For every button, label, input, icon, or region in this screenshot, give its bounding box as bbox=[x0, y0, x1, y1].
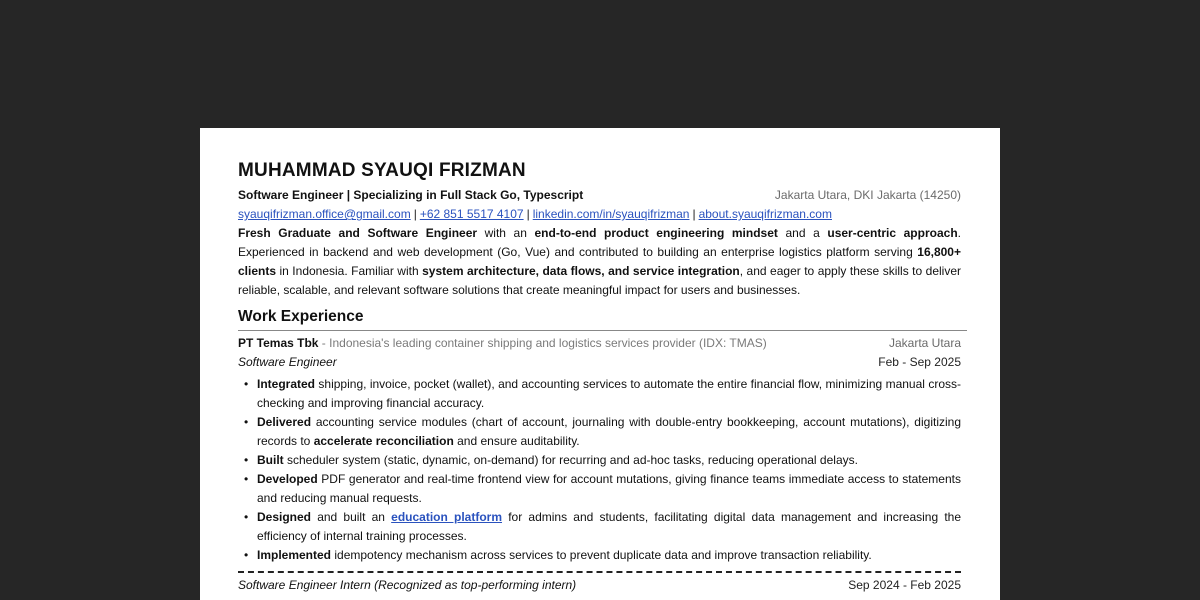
bullet-text: idempotency mechanism across services to prevent duplicate data and improve transaction reliability. bbox=[331, 548, 872, 562]
bullet-icon: • bbox=[244, 510, 249, 524]
bullet-icon: • bbox=[244, 548, 249, 562]
summary-paragraph bbox=[238, 224, 961, 300]
bullet-text: and built an bbox=[311, 510, 392, 524]
bullet-verb: Designed bbox=[257, 510, 312, 524]
bullet-emphasis: accelerate reconciliation bbox=[313, 434, 454, 448]
location-text: Jakarta Utara, DKI Jakarta (14250) bbox=[774, 188, 961, 202]
company-name: PT Temas Tbk bbox=[238, 336, 319, 350]
dashed-divider bbox=[238, 571, 961, 573]
list-item bbox=[238, 451, 961, 470]
website-link[interactable]: about.syauqifrizman.com bbox=[698, 207, 832, 221]
bullet-verb: Built bbox=[257, 453, 284, 467]
linkedin-link[interactable]: linkedin.com/in/syauqifrizman bbox=[532, 207, 690, 221]
company-line bbox=[238, 334, 961, 353]
summary-bold: user-centric approach bbox=[827, 226, 958, 240]
education-platform-link[interactable]: education platform bbox=[391, 510, 503, 524]
resume-page bbox=[200, 128, 1000, 600]
bullet-verb: Developed bbox=[257, 472, 318, 486]
bullet-text: shipping, invoice, pocket (wallet), and accounting services to automate the entire financial flow, minimizing manual cross-checking and improving financial accuracy. bbox=[257, 377, 961, 410]
role-dates: Feb - Sep 2025 bbox=[878, 355, 961, 369]
contact-separator: | bbox=[692, 207, 696, 221]
summary-bold: Fresh Graduate and Software Engineer bbox=[238, 226, 478, 240]
bullet-text: PDF generator and real-time frontend view for account mutations, giving finance teams immediate access to statements and reducing manual requests. bbox=[257, 472, 961, 505]
summary-text: with an bbox=[477, 226, 535, 240]
list-item bbox=[238, 375, 961, 413]
headline-text: Software Engineer | Specializing in Full Stack Go, Typescript bbox=[238, 188, 584, 202]
bullet-verb: Implemented bbox=[257, 548, 332, 562]
bullet-verb: Delivered bbox=[257, 415, 312, 429]
summary-bold: end-to-end product engineering mindset bbox=[534, 226, 778, 240]
bullet-icon: • bbox=[244, 377, 249, 391]
bullet-text: scheduler system (static, dynamic, on-demand) for recurring and ad-hoc tasks, reducing operational delays. bbox=[283, 453, 858, 467]
bullet-verb: Integrated bbox=[257, 377, 316, 391]
contact-line bbox=[238, 205, 961, 224]
email-link[interactable]: syauqifrizman.office@gmail.com bbox=[238, 207, 411, 221]
section-divider bbox=[238, 330, 967, 331]
contact-separator: | bbox=[526, 207, 530, 221]
contact-separator: | bbox=[413, 207, 417, 221]
role-line bbox=[238, 353, 961, 372]
summary-text: . Experienced in backend and web development (Go, Vue) and contributed to building an enterprise logistics platform serving bbox=[238, 226, 961, 259]
bullet-text: accounting service modules (chart of account, journaling with double-entry bookkeeping, account mutations), digitizing records to bbox=[257, 415, 961, 448]
bullet-text: for admins and students, facilitating digital data management and increasing the efficiency of internal training processes. bbox=[257, 510, 961, 543]
candidate-name: MUHAMMAD SYAUQI FRIZMAN bbox=[238, 160, 526, 181]
list-item bbox=[238, 413, 961, 451]
role-line-intern bbox=[238, 576, 961, 595]
summary-text: in Indonesia. Familiar with bbox=[276, 264, 423, 278]
section-title-work-experience: Work Experience bbox=[238, 308, 364, 325]
company-description: - Indonesia's leading container shipping and logistics services provider (IDX: TMAS) bbox=[318, 336, 767, 350]
role-dates: Sep 2024 - Feb 2025 bbox=[848, 578, 961, 592]
headline bbox=[238, 186, 961, 205]
summary-text: , and eager to apply these skills to deliver reliable, scalable, and relevant software solutions that create meaningful impact for users and businesses. bbox=[238, 264, 961, 297]
role-title: Software Engineer bbox=[238, 355, 337, 369]
role-title: Software Engineer Intern (Recognized as top-performing intern) bbox=[238, 578, 577, 592]
list-item bbox=[238, 508, 961, 546]
list-item bbox=[238, 546, 961, 565]
job-location: Jakarta Utara bbox=[888, 336, 961, 350]
summary-bold: 16,800+ clients bbox=[238, 245, 961, 278]
bullet-icon: • bbox=[244, 472, 249, 486]
phone-link[interactable]: +62 851 5517 4107 bbox=[419, 207, 524, 221]
summary-bold: system architecture, data flows, and service integration bbox=[422, 264, 740, 278]
bullet-icon: • bbox=[244, 453, 249, 467]
bullet-icon: • bbox=[244, 415, 249, 429]
achievement-list bbox=[238, 375, 961, 565]
bullet-text: and ensure auditability. bbox=[453, 434, 580, 448]
list-item bbox=[238, 470, 961, 508]
summary-text: and a bbox=[777, 226, 828, 240]
